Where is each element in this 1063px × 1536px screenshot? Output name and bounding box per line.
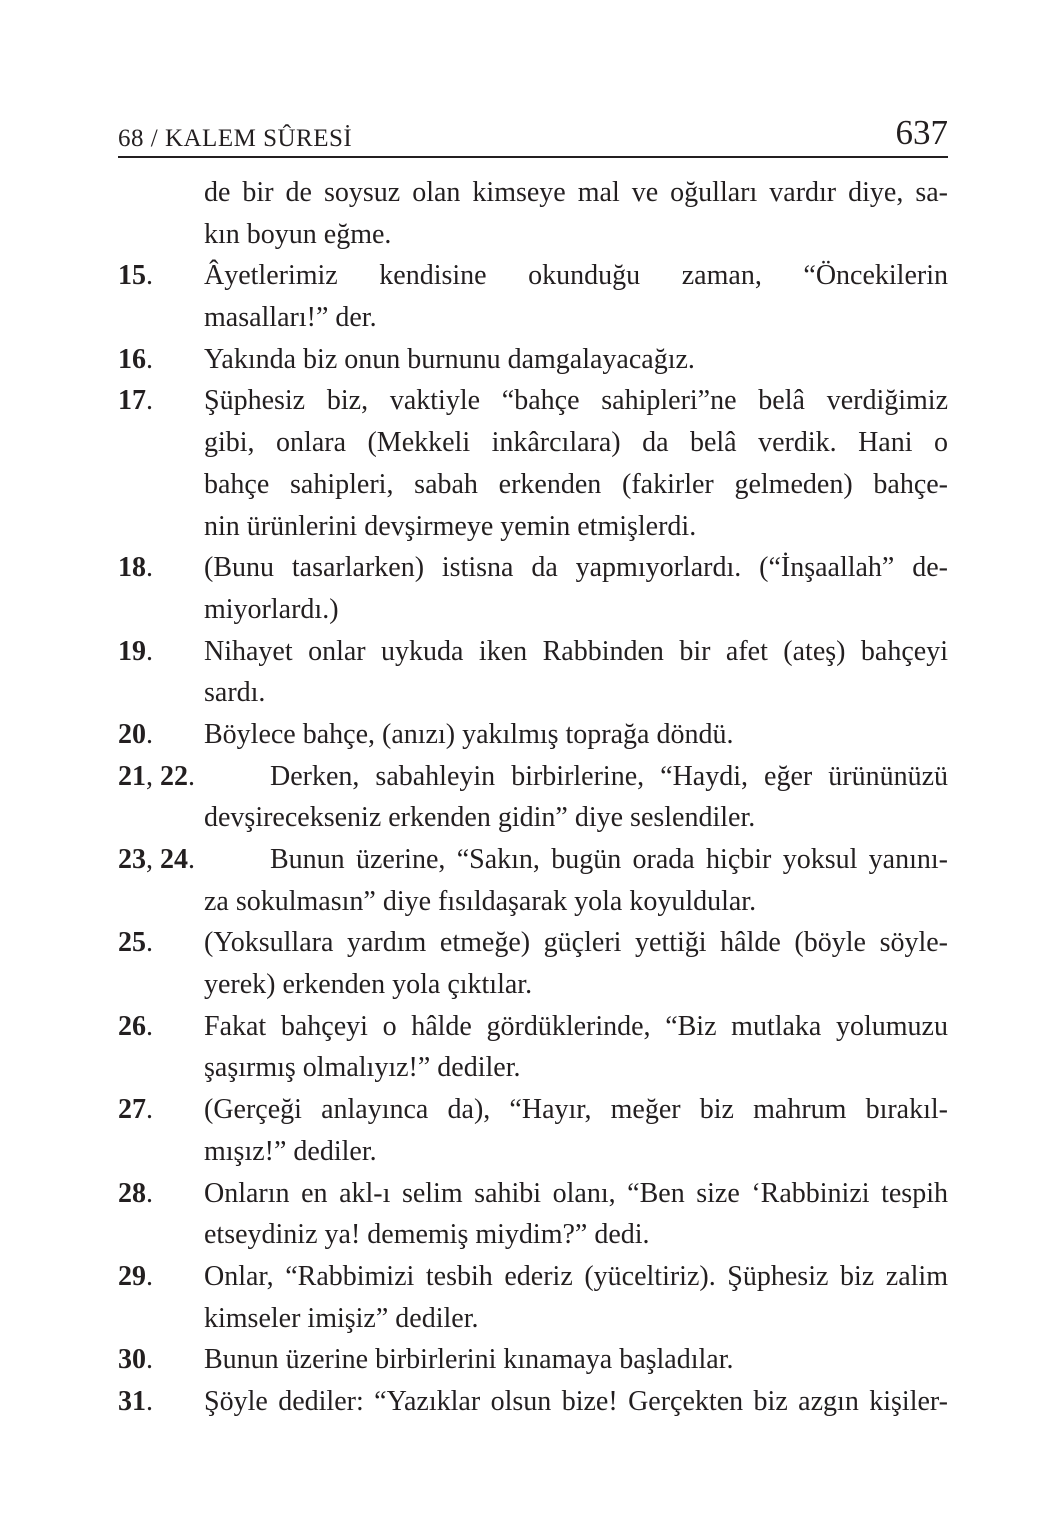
verse-26 — [118, 1006, 948, 1089]
verse-line-text: bahçe sahipleri, sabah erkenden (fakirler gelmeden) bahçe- — [204, 468, 948, 500]
verse-line-text: Fakat bahçeyi o hâlde gördüklerinde, “Biz mutlaka yolumuzu — [204, 1010, 948, 1042]
verse-number: 31. — [118, 1385, 153, 1417]
verse-line-text: Onlar, “Rabbimizi tesbih ederiz (yüceltiriz). Şüphesiz biz zalim — [204, 1260, 948, 1292]
verse-line-text: de bir de soysuz olan kimseye mal ve oğulları vardır diye, sa- — [204, 177, 948, 208]
verse-17 — [118, 380, 948, 547]
verse-line-text: za sokulmasın” diye fısıldaşarak yola koyuldular. — [204, 885, 757, 917]
verse-line-text: mışız!” dediler. — [204, 1135, 377, 1167]
verse-line — [118, 547, 948, 589]
verse-line-text: masalları!” der. — [204, 302, 377, 334]
verse-line — [118, 839, 948, 881]
verse-line-text: Yakında biz onun burnunu damgalayacağız. — [204, 343, 695, 375]
verse-line — [118, 1047, 948, 1089]
verse-number: 20. — [118, 718, 153, 750]
verse-line-text: nin ürünlerini devşirmeye yemin etmişlerdi. — [204, 510, 697, 542]
verse-line-text: şaşırmış olmalıyız!” dediler. — [204, 1052, 521, 1084]
verse-line-text: kimseler imişiz” dediler. — [204, 1302, 479, 1334]
verse-line — [118, 881, 948, 923]
verse-line — [118, 922, 948, 964]
verse-line-text: gibi, onlara (Mekkeli inkârcılara) da belâ verdik. Hani o — [204, 427, 948, 459]
verse-number: 27. — [118, 1094, 153, 1126]
verse-line — [118, 464, 948, 506]
verse-number: 23, 24. — [118, 844, 195, 875]
verse-18 — [118, 547, 948, 630]
verse-line — [118, 714, 948, 756]
verse-line — [118, 1298, 948, 1340]
verse-28 — [118, 1173, 948, 1256]
verse-19 — [118, 631, 948, 714]
verse-line-text: Şöyle dediler: “Yazıklar olsun bize! Gerçekten biz azgın kişiler- — [204, 1385, 948, 1417]
page-body — [118, 172, 948, 1423]
verse-line — [118, 255, 948, 297]
verse-line-text: etseydiniz ya! dememiş miydim?” dedi. — [204, 1219, 650, 1251]
verse-line-text: miyorlardı.) — [204, 593, 339, 625]
verse-number: 26. — [118, 1010, 153, 1042]
verse-line-text: Bunun üzerine birbirlerini kınamaya başladılar. — [204, 1344, 734, 1376]
verse-31 — [118, 1381, 948, 1423]
verse-30 — [118, 1339, 948, 1381]
verse-line — [118, 172, 948, 214]
verse-line — [118, 339, 948, 381]
verse-line-text: Onların en akl-ı selim sahibi olanı, “Ben size ‘Rabbinizi tespih — [204, 1177, 948, 1209]
verse-line — [118, 672, 948, 714]
verse-line-text: Derken, sabahleyin birbirlerine, “Haydi, eğer ürününüzü — [270, 760, 948, 792]
verse-number: 16. — [118, 343, 153, 375]
verse-27 — [118, 1089, 948, 1172]
verse-line-text: devşirecekseniz erkenden gidin” diye seslendiler. — [204, 802, 756, 834]
verse-number: 30. — [118, 1344, 153, 1376]
verse-line — [118, 1339, 948, 1381]
verse-line — [118, 506, 948, 548]
verse-line — [118, 797, 948, 839]
verse-25 — [118, 922, 948, 1005]
verse-21-22 — [118, 756, 948, 839]
header-rule — [118, 156, 948, 158]
verse-line — [118, 1173, 948, 1215]
verse-line — [118, 589, 948, 631]
verse-line-text: (Gerçeği anlayınca da), “Hayır, meğer biz mahrum bırakıl- — [204, 1094, 948, 1126]
verse-line-text: sardı. — [204, 677, 266, 709]
verse-number: 18. — [118, 552, 153, 584]
verse-15 — [118, 255, 948, 338]
verse-29 — [118, 1256, 948, 1339]
verse-line-text: yerek) erkenden yola çıktılar. — [204, 969, 533, 1001]
verse-line-text: Nihayet onlar uykuda iken Rabbinden bir afet (ateş) bahçeyi — [204, 635, 948, 667]
verse-line — [118, 756, 948, 798]
verse-line — [118, 422, 948, 464]
verse-line-text: Âyetlerimiz kendisine okunduğu zaman, “Öncekilerin — [204, 260, 948, 292]
verse-line — [118, 1381, 948, 1423]
verse-20 — [118, 714, 948, 756]
verse-line-text: Böylece bahçe, (anızı) yakılmış toprağa döndü. — [204, 718, 734, 750]
running-head: 68 / KALEM SÛRESİ — [118, 125, 353, 152]
verse-line-text: Şüphesiz biz, vaktiyle “bahçe sahipleri”ne belâ verdiğimiz — [204, 385, 948, 417]
verse-number: 25. — [118, 927, 153, 959]
verse-line — [118, 297, 948, 339]
verse-line — [118, 631, 948, 673]
verse-number: 29. — [118, 1260, 153, 1292]
verse-16 — [118, 339, 948, 381]
page-number: 637 — [895, 113, 948, 152]
verse-number: 17. — [118, 385, 153, 417]
verse-line — [118, 1089, 948, 1131]
verse-23-24 — [118, 839, 948, 922]
verse-number: 15. — [118, 260, 153, 292]
verse-line — [118, 1131, 948, 1173]
verse-line-text: (Yoksullara yardım etmeğe) güçleri yettiği hâlde (böyle söyle- — [204, 927, 948, 959]
verse-number: 28. — [118, 1177, 153, 1209]
verse-number: 21, 22. — [118, 760, 195, 792]
verse-line — [118, 1214, 948, 1256]
verse-line-text: Bunun üzerine, “Sakın, bugün orada hiçbir yoksul yanını- — [270, 844, 948, 875]
continuation-text — [118, 172, 948, 255]
verse-line-text: (Bunu tasarlarken) istisna da yapmıyorlardı. (“İnşaallah” de- — [204, 552, 948, 584]
verse-line — [118, 1256, 948, 1298]
verse-line — [118, 214, 948, 256]
verse-line-text: kın boyun eğme. — [204, 218, 392, 250]
verse-number: 19. — [118, 635, 153, 667]
verse-line — [118, 380, 948, 422]
verse-line — [118, 964, 948, 1006]
verse-line — [118, 1006, 948, 1048]
